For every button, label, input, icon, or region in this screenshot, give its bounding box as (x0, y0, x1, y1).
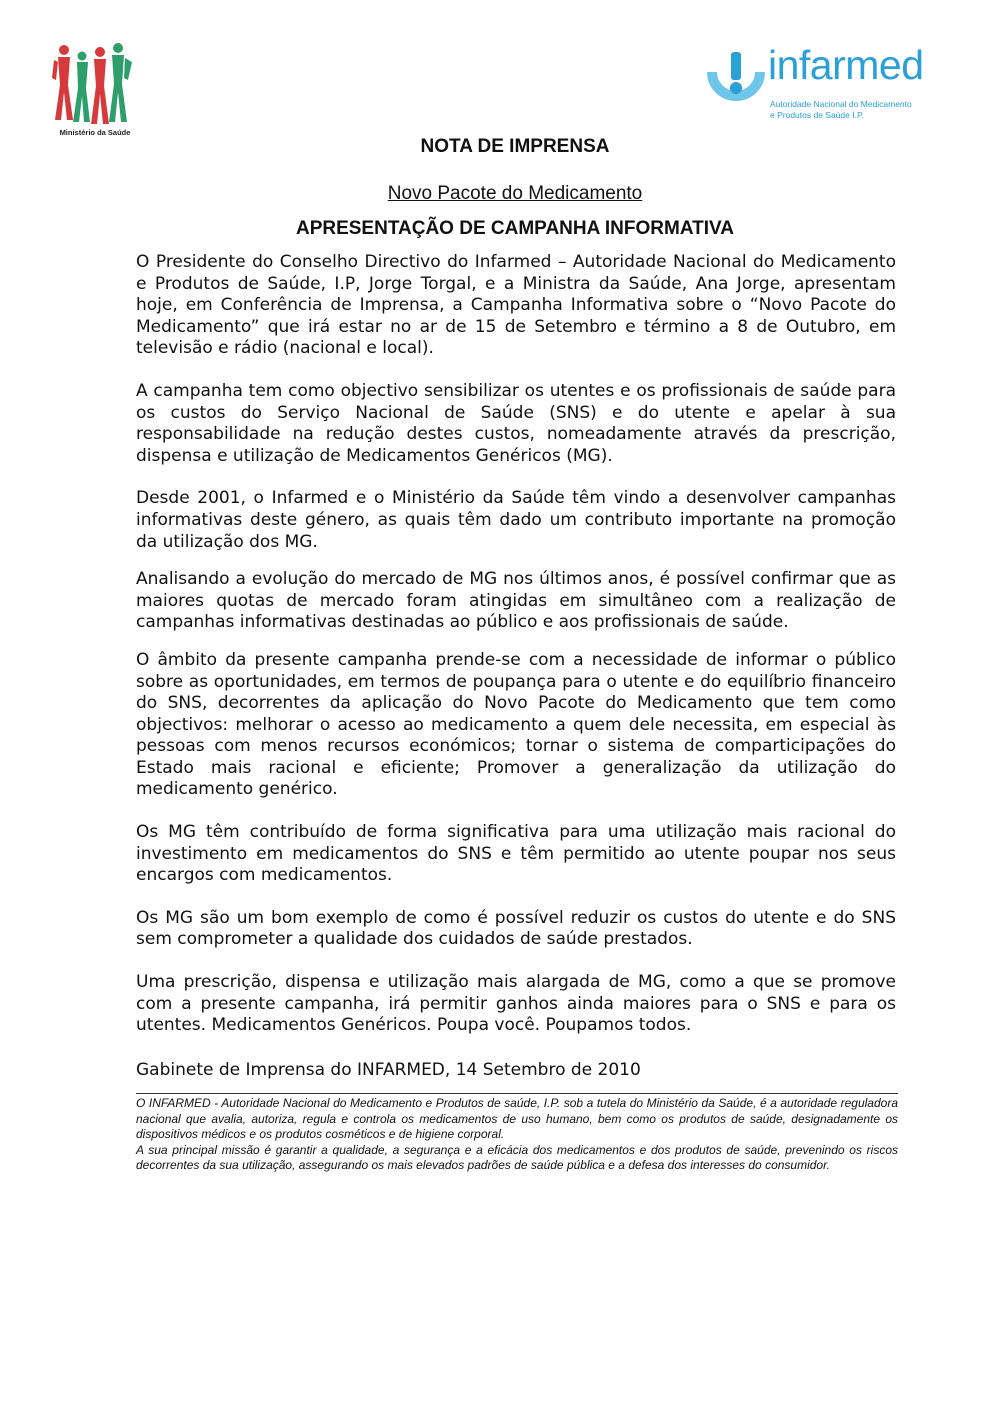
infarmed-subtitle: Autoridade Nacional do Medicamento e Produtos de Saúde I.P. (770, 99, 912, 120)
ministerio-da-saude-logo (40, 40, 150, 140)
paragraph: Desde 2001, o Infarmed e o Ministério da Saúde têm vindo a desenvolver campanhas informativas deste género, as quais têm dado um contributo importante na promoção da utilização dos MG. (136, 488, 896, 552)
paragraph: O âmbito da presente campanha prende-se com a necessidade de informar o público sobre as oportunidades, em termos de poupança para o utente e do equilíbrio financeiro do SNS, decorrentes da aplicação do Novo Pacote do Medicamento que tem como objectivos: melhorar o acesso ao medicamento a quem dele necessita, em especial às pessoas com menos recursos económicos; tornar o sistema de comparticipações do Estado mais racional e eficiente; Promover a generalização da utilização do medicamento genérico. (136, 649, 896, 800)
document-heading: APRESENTAÇÃO DE CAMPANHA INFORMATIVA (295, 218, 735, 239)
document-subtitle: Novo Pacote do Medicamento (387, 183, 643, 204)
infarmed-logo (706, 42, 936, 130)
paragraph: Os MG são um bom exemplo de como é possível reduzir os custos do utente e do SNS sem comprometer a qualidade dos cuidados de saúde prestados. (136, 907, 896, 950)
paragraph: Analisando a evolução do mercado de MG nos últimos anos, é possível confirmar que as maiores quotas de mercado foram atingidas em simultâneo com a realização de campanhas informativas destinadas ao público e aos profissionais de saúde. (136, 569, 896, 633)
signoff: Gabinete de Imprensa do INFARMED, 14 Setembro de 2010 (136, 1060, 641, 1080)
infarmed-wordmark: infarmed (768, 42, 924, 88)
paragraph: O Presidente do Conselho Directivo do Infarmed – Autoridade Nacional do Medicamento e Produtos de Saúde, I.P, Jorge Torgal, e a Ministra da Saúde, Ana Jorge, apresentam hoje, em Conferência de Imprensa, a Campanha Informativa sobre o “Novo Pacote do Medicamento” que irá estar no ar de 15 de Setembro e término a 8 de Outubro, em televisão e rádio (nacional e local). (136, 252, 896, 359)
infarmed-symbol-icon (706, 50, 766, 110)
footnote (136, 1096, 898, 1174)
document-title: NOTA DE IMPRENSA (420, 136, 610, 157)
footnote-paragraph: O INFARMED - Autoridade Nacional do Medicamento e Produtos de saúde, I.P. sob a tutela do Ministério da Saúde, é a autoridade reguladora nacional que avalia, autoriza, regula e controla os medicamentos de uso humano, bem como os produtos de saúde, designadamente os dispositivos médicos e os produtos cosméticos e de higiene corporal. (136, 1096, 898, 1142)
footnote-paragraph: A sua principal missão é garantir a qualidade, a segurança e a eficácia dos medicamentos e dos produtos de saúde, prevenindo os riscos decorrentes da sua utilização, assegurando os mais elevados padrões de saúde pública e a defesa dos interesses do consumidor. (136, 1142, 898, 1173)
body-text (136, 252, 896, 1037)
footnote-divider (136, 1093, 898, 1094)
paragraph: A campanha tem como objectivo sensibilizar os utentes e os profissionais de saúde para os custos do Serviço Nacional de Saúde (SNS) e do utente e apelar à sua responsabilidade na redução destes custos, nomeadamente através da prescrição, dispensa e utilização de Medicamentos Genéricos (MG). (136, 380, 896, 466)
ministry-caption: Ministério da Saúde (59, 128, 131, 137)
paragraph: Os MG têm contribuído de forma significativa para uma utilização mais racional do investimento em medicamentos do SNS e têm permitido ao utente poupar nos seus encargos com medicamentos. (136, 822, 896, 886)
ministry-figures-icon (48, 40, 138, 128)
paragraph: Uma prescrição, dispensa e utilização mais alargada de MG, como a que se promove com a presente campanha, irá permitir ganhos ainda maiores para o SNS e para os utentes. Medicamentos Genéricos. Poupa você. Poupamos todos. (136, 972, 896, 1036)
